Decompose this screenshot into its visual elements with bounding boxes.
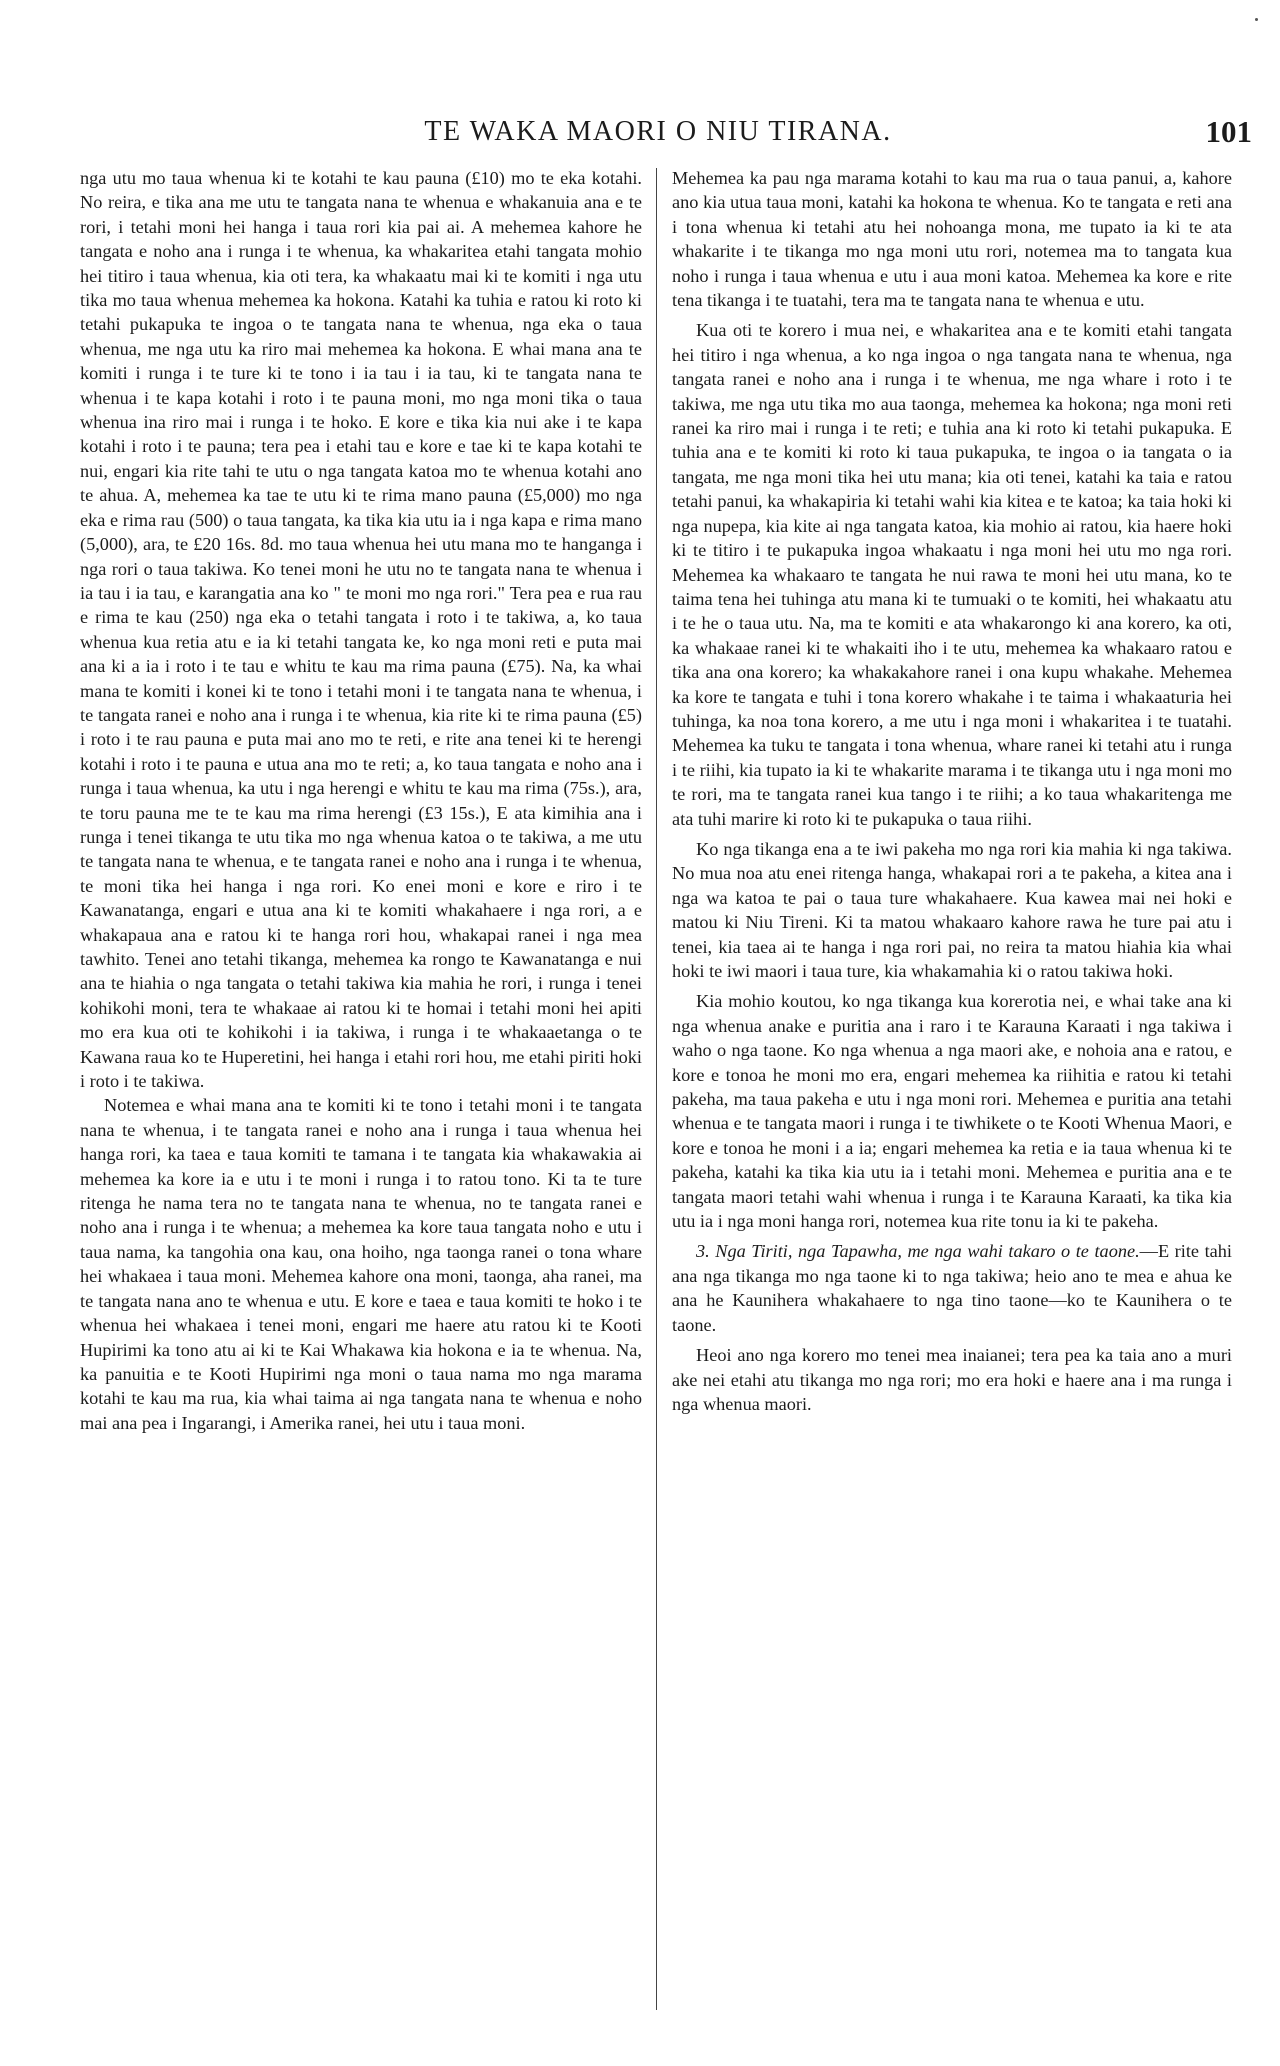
right-paragraph-1: Mehemea ka pau nga marama kotahi to kau ma rua o taua panui, a, kahore ano kia utua taua moni, katahi ka hokona te whenua. Ko te tangata e reti ana i tona whenua ki tetahi atu hei nohoanga mona, me tupato ia ki te ata whakarite i te tikanga mo nga moni utu rori, notemea ma to tangata kua noho i runga i taua whenua e utu i aua moni katoa. Mehemea ka kore e rite tena tikanga i te tuatahi, tera ma te tangata nana te whenua e utu. (672, 168, 1232, 311)
running-title: TE WAKA MAORI O NIU TIRANA. (424, 116, 892, 147)
right-paragraph-6: Heoi ano nga korero mo tenei mea inaianei; tera pea ka taia ano a muri ake nei etahi atu tikanga mo nga rori; mo era hoki e haere ana i ma runga i nga whenua maori. (672, 1345, 1232, 1414)
section-3-heading: 3. Nga Tiriti, nga Tapawha, me nga wahi takaro o te taone. (696, 1241, 1140, 1262)
left-column (80, 166, 642, 1435)
right-paragraph-2: Kua oti te korero i mua nei, e whakaritea ana e te komiti etahi tangata hei titiro i nga whenua, a ko nga ingoa o nga tangata nana te whenua, nga tangata ranei e noho ana i runga i te whenua, me nga whare i roto i te takiwa, me nga utu tika mo aua taonga, mehemea ka hokona; nga moni reti ranei ka riro mai i runga i te reti; e tuhia ana ki roto ki tetahi pukapuka. E tuhia ana e te komiti ki roto ki taua pukapuka, te ingoa o ia tangata o ia tangata, me nga moni tika hei utu mana; kia oti tenei, katahi ka taia e ratou tetahi panui, ka whakapiria ki tetahi wahi kia kitea e te katoa; ka taia hoki ki nga nupepa, kia kite ai nga tangata katoa, kia mohio ai ratou, kia haere hoki ki te titiro i te pukapuka ingoa whakaatu i nga moni hei utu mo nga rori. Mehemea ka whakaaro te tangata he nui rawa te moni hei utu mana, ko te taima tena hei tuhinga atu mana ki te tumuaki o te komiti, hei whakaatu atu i te he o taua utu. Na, ma te komiti e ata whakarongo ki ana korero, ka oti, ka whakaae ranei ki te whakaiti iho i te utu, mehemea ka whakaaro ratou e tika ana ona korero; ka whakakahore ranei i ona kupu whakahe. Mehemea ka kore te tangata e tuhi i tona korero whakahe i te taima i whakaaturia hei tuhinga, ka noa tona korero, a me utu i nga moni i whakaritea i te tuatahi. Mehemea ka tuku te tangata i tona whenua, whare ranei ki tetahi atu i runga i te riihi, kia tupato ia ki te whakarite marama i te tikanga utu i nga moni mo te rori, ma te tangata ranei kua tango i te riihi; a ko taua whakaritenga me ata tuhi marire ki roto ki te pukapuka o taua riihi. (672, 320, 1232, 829)
section-3-text: —E rite tahi ana nga tikanga mo nga taone ki to nga takiwa; heio ano te mea e ahua ke ana he Kaunihera whakahaere to nga tino taone—ko te Kaunihera o te taone. (672, 1241, 1232, 1335)
right-paragraph-3: Ko nga tikanga ena a te iwi pakeha mo nga rori kia mahia ki nga takiwa. No mua noa atu enei ritenga hanga, whakapai rori a te pakeha, a kitea ana i nga wa katoa te pai o taua ture whakahaere. Kua kawea mai nei hoki e matou ki Niu Tireni. Ki ta matou whakaaro kahore rawa he ture pai atu i tenei, kia taea ai te hanga i nga rori pai, no reira ta matou hiahia kia whai hoki te iwi maori i taua ture, kia whakamahia ki o ratou takiwa hoki. (672, 838, 1232, 981)
page-number: 101 (1205, 114, 1252, 149)
section-3-paragraph (672, 1239, 1232, 1337)
printer-mark (1255, 18, 1258, 21)
left-paragraph-2: Notemea e whai mana ana te komiti ki te tono i tetahi moni i te tangata nana te whenua, i te tangata ranei e noho ana i runga i taua whenua hei hanga rori, ka taea e taua komiti te tamana i te tangata kia whakawakia ai mehemea ka kore ia e utu i te moni i runga i to ratou tono. Ki ta te ture ritenga he nama tera no te tangata nana te whenua, no te tangata ranei e noho ana i runga i te whenua; a mehemea ka kore taua tangata noho e utu i taua nama, ka tangohia ona kau, ona hoiho, nga taonga ranei o tona whare hei whakaea i taua moni. Mehemea kahore ona moni, taonga, aha ranei, ma te tangata nana ano te whenua e utu. E kore e taea e taua komiti te hoko i te whenua hei whakaea i tenei moni, engari me haere atu ratou ki te Kooti Hupirimi ka tono atu ai ki te Kai Whakawa kia hokona e ia te whenua. Na, ka panuitia e te Kooti Hupirimi nga moni o taua nama mo nga marama kotahi te kau ma rua, kia whai taima ai nga tangata nana te whenua e noho mai ana pea i Ingarangi, i Amerika ranei, hei utu i taua moni. (80, 1095, 642, 1433)
column-divider (656, 168, 657, 2010)
left-paragraph-1: nga utu mo taua whenua ki te kotahi te kau pauna (£10) mo te eka kotahi. No reira, e tika ana me utu te tangata nana te whenua e whakanuia ana e te rori, i tetahi moni hei hanga i taua rori kia pai ai. A mehemea kahore he tangata e noho ana i runga i te whenua, ka whakaritea etahi tangata mohio hei titiro i taua whenua, kia oti tera, ka whakaatu mai ki te komiti i nga utu tika mo taua whenua mehemea ka hokona. Katahi ka tuhia e ratou ki roto ki tetahi pukapuka te ingoa o te tangata nana te whenua, nga eka o taua whenua, me nga utu ka riro mai mehemea ka hokona. E whai mana ana te komiti i runga i te ture ki te tono i ia tau i ia tau, ki te tangata nana te whenua i te kapa kotahi i roto i te pauna moni, mo nga moni tika o taua whenua ina riro mai i runga i te hoko. E kore e tika kia nui ake i te kapa kotahi i roto i te pauna; tera pea i etahi tau e kore e tae ki te kapa kotahi te nui, engari kia rite tahi te utu o nga tangata katoa mo te whenua kotahi ano te ahua. A, mehemea ka tae te utu ki te rima mano pauna (£5,000) mo nga eka e rima rau (500) o taua tangata, ka tika kia utu ia i nga kapa e rima mano (5,000), ara, te £20 16s. 8d. mo taua whenua hei utu mana mo te hanganga i nga rori o taua takiwa. Ko tenei moni he utu no te tangata nana te whenua i ia tau i ia tau, e karangatia ana ko " te moni mo nga rori." Tera pea e rua rau e rima te kau (250) nga eka o tetahi tangata i roto i te takiwa, a, ko taua whenua kua retia atu e ia ki tetahi tangata ke, ko nga moni reti e puta mai ana ki a ia i roto i te tau e whitu te kau ma rima pauna (£75). Na, ka whai mana te komiti i konei ki te tono i tetahi moni i te tangata nana te whenua, i te tangata ranei e noho ana i runga i te whenua, kia rite ki te rima pauna (£5) i roto i te rau pauna e puta mai ano mo te reti, e rite ana tenei ki te herengi kotahi i roto i te pauna e utua ana mo te reti; a, ko taua tangata e noho ana i runga i taua whenua, ka utu i nga herengi e whitu te kau ma rima (75s.), ara, te toru pauna me te te kau ma rima herengi (£3 15s.), E ata kimihia ana i runga i tenei tikanga te utu tika mo nga whenua katoa o te takiwa, a me utu te tangata nana te whenua, e te tangata ranei e noho ana i runga i te whenua, te moni tika hei hanga i nga rori. Ko enei moni e kore e riro i te Kawanatanga, engari e utua ana ki te komiti whakahaere i nga rori, a e whakapaua ana e ratou ki te hanga rori hou, whakapai ranei i nga mea tawhito. Tenei ano tetahi tikanga, mehemea ka rongo te Kawanatanga e nui ana te hiahia o nga tangata o tetahi takiwa kia mahia he rori, i runga i tenei kohikohi moni, tera te whakaae ai ratou ki te homai i tetahi moni hei apiti mo era kua oti te kohikohi i ia takiwa, i runga i te whakaaetanga o te Kawana raua ko te Huperetini, hei hanga i etahi rori hou, me etahi piriti hoki i roto i te takiwa. (80, 168, 642, 1092)
right-column (672, 166, 1232, 1416)
page-header (64, 116, 1252, 156)
right-paragraph-4: Kia mohio koutou, ko nga tikanga kua korerotia nei, e whai take ana ki nga whenua anake e puritia ana i raro i te Karauna Karaati i nga takiwa i waho o nga taone. Ko nga whenua a nga maori ake, e nohoia ana e ratou, e kore e tonoa he moni mo era, engari mehemea ka riihitia e ratou ki tetahi pakeha, ma taua pakeha e utu i nga moni rori. Mehemea e puritia ana tetahi whenua e te tangata maori i runga i te tiwhikete o te Kooti Whenua Maori, e kore e tonoa he moni i a ia; engari mehemea ka retia e ia taua whenua ki te pakeha, katahi ka tika kia utu ia i tetahi moni. Mehemea e puritia ana e te tangata maori tetahi wahi whenua i runga i te Karauna Karaati, ka tika kia utu ia i nga moni hanga rori, notemea kua rite tonu ia ki te pakeha. (672, 991, 1232, 1232)
